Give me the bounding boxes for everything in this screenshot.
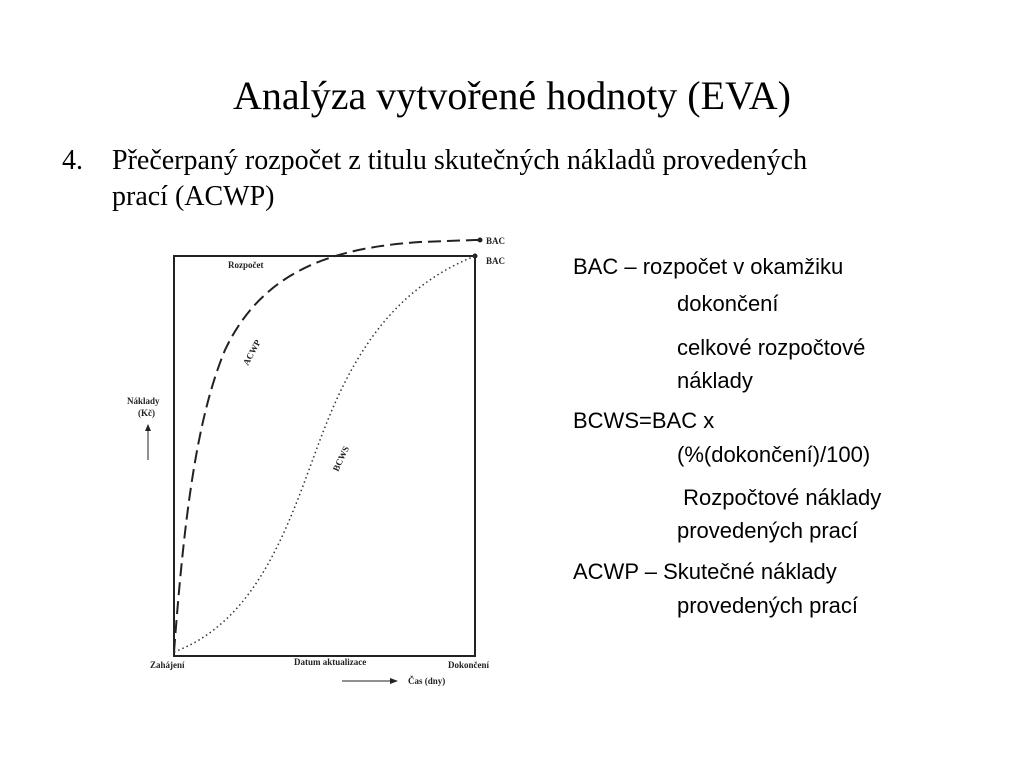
- rozpocet-label: Rozpočet: [228, 260, 264, 270]
- legend-line-7: Rozpočtové náklady: [677, 485, 882, 510]
- slide-title: Analýza vytvořené hodnoty (EVA): [232, 73, 791, 118]
- bac-label: BAC: [486, 256, 506, 266]
- start-label: Zahájení: [150, 660, 185, 670]
- legend-line-1: BAC – rozpočet v okamžiku: [573, 254, 844, 279]
- legend-line-8: provedených prací: [677, 518, 858, 543]
- bac-top-label: BAC: [486, 236, 506, 246]
- y-axis-label-1: Náklady: [127, 396, 160, 406]
- legend-line-3: celkové rozpočtové: [677, 335, 866, 360]
- y-axis-arrow-head: [145, 424, 151, 431]
- diagram-frame: [174, 256, 475, 656]
- end-label: Dokončení: [448, 660, 490, 670]
- bac-marker: [473, 254, 478, 259]
- x-axis-arrow-head: [390, 678, 398, 684]
- acwp-curve: [174, 240, 475, 652]
- bcws-label: BCWS: [330, 444, 352, 473]
- legend-line-4: náklady: [677, 368, 753, 393]
- point-number: 4.: [62, 145, 83, 176]
- legend-line-10: provedených prací: [677, 593, 858, 618]
- legend-line-9: ACWP – Skutečné náklady: [573, 559, 837, 584]
- x-axis-label: Čas (dny): [408, 676, 446, 686]
- legend-line-6: (%(dokončení)/100): [677, 442, 871, 467]
- y-axis-label-2: (Kč): [138, 408, 155, 418]
- legend-line-5: BCWS=BAC x: [573, 408, 715, 433]
- acwp-bac-marker: [478, 238, 483, 243]
- point-line-2: prací (ACWP): [112, 181, 275, 212]
- legend-line-2: dokončení: [677, 291, 779, 316]
- point-line-1: Přečerpaný rozpočet z titulu skutečných nákladů provedených: [112, 145, 808, 176]
- bcws-curve: [174, 256, 475, 652]
- acwp-label: ACWP: [240, 337, 263, 367]
- status-date-label: Datum aktualizace: [294, 657, 367, 667]
